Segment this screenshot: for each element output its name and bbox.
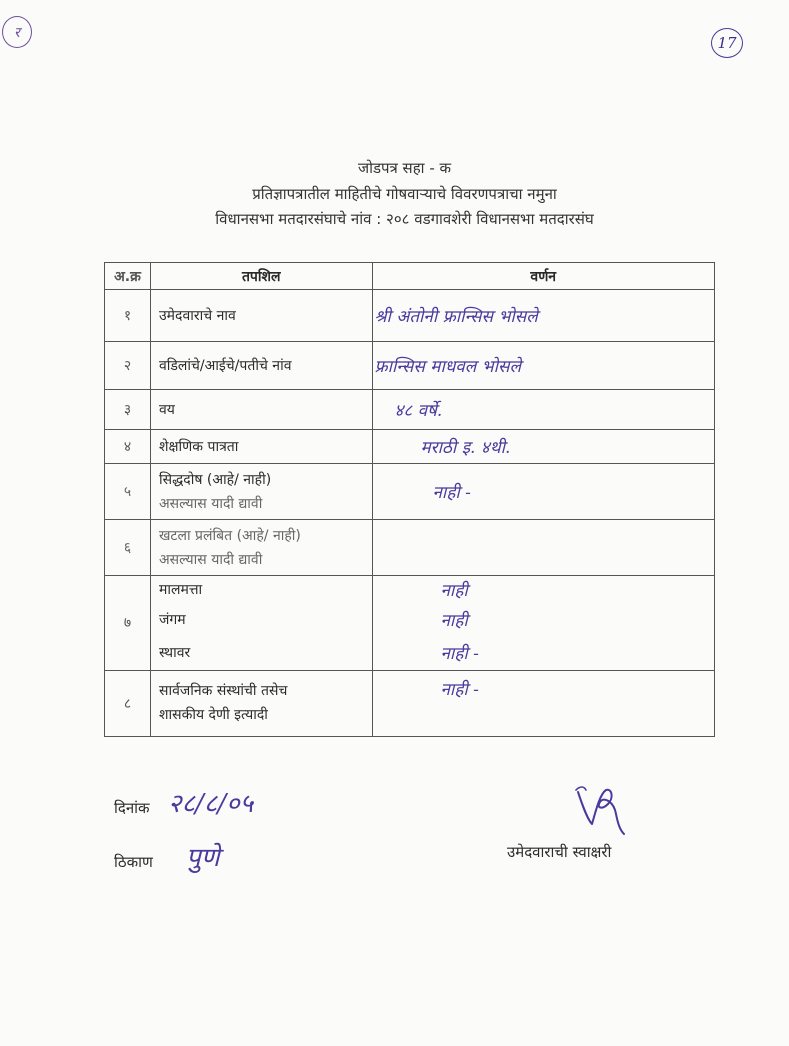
details-table [104, 262, 715, 737]
header-serial: अ.क्र [105, 263, 151, 290]
row-serial: ६ [105, 520, 151, 576]
table-row [105, 290, 715, 342]
row-label-line: असल्यास यादी द्यावी [158, 495, 263, 512]
property-value: नाही [372, 576, 715, 603]
pending-case-value [372, 520, 715, 576]
row-serial: ८ [105, 670, 151, 736]
table-row [105, 576, 715, 603]
row-label: उमेदवाराचे नाव [150, 290, 372, 342]
candidate-signature [570, 780, 630, 840]
movable-property-value: नाही [372, 602, 715, 636]
constituency-title: विधानसभा मतदारसंघाचे नांव : २०८ वडगावशेरी विधानसभा मतदारसंघ [215, 210, 594, 228]
row-label: मालमत्ता [150, 576, 372, 603]
row-serial: १ [105, 290, 151, 342]
row-serial: ५ [105, 464, 151, 520]
table-row [105, 520, 715, 576]
row-label-line: असल्यास यादी द्यावी [158, 551, 263, 568]
row-label: स्थावर [150, 636, 372, 670]
page-number-mark: 17 [711, 28, 743, 58]
date-label: दिनांक [114, 799, 150, 817]
row-label [150, 464, 372, 520]
corner-mark-left: र [2, 16, 32, 48]
education-value: मराठी इ. ४थी. [372, 430, 715, 464]
row-label [150, 520, 372, 576]
age-value: ४८ वर्षे. [372, 390, 715, 430]
row-label: जंगम [150, 602, 372, 636]
row-label-line: शासकीय देणी इत्यादी [158, 707, 268, 723]
date-value: २८/८/०५ [168, 789, 254, 819]
candidate-name-value: श्री अंतोनी फ्रान्सिस भोसले [372, 290, 715, 342]
table-row [105, 430, 715, 464]
table-row [105, 636, 715, 670]
row-label [150, 670, 372, 736]
row-serial: २ [105, 342, 151, 390]
row-serial: ७ [105, 576, 151, 671]
place-label: ठिकाण [114, 853, 153, 871]
table-row [105, 670, 715, 736]
row-label: शेक्षणिक पात्रता [150, 430, 372, 464]
row-serial: ३ [105, 390, 151, 430]
table-row [105, 342, 715, 390]
table-row [105, 602, 715, 636]
row-label-line: सिद्धदोष (आहे/ नाही) [158, 471, 272, 488]
row-label: वडिलांचे/आईचे/पतीचे नांव [150, 342, 372, 390]
conviction-value: नाही - [372, 464, 715, 520]
annexure-title: जोडपत्र सहा - क [357, 159, 452, 177]
row-serial: ४ [105, 430, 151, 464]
row-label: वय [150, 390, 372, 430]
signature-label: उमेदवाराची स्वाक्षरी [507, 843, 612, 861]
table-header-row [105, 263, 715, 290]
row-label-line: सार्वजनिक संस्थांची तसेच [158, 683, 288, 699]
form-title: प्रतिज्ञापत्रातील माहितीचे गोषवाऱ्याचे विवरणपत्राचा नमुना [252, 185, 557, 203]
header-description: वर्णन [372, 263, 715, 290]
parent-name-value: फ्रान्सिस माधवल भोसले [372, 342, 715, 390]
immovable-property-value: नाही - [372, 636, 715, 670]
table-row [105, 390, 715, 430]
place-value: पुणे [186, 843, 220, 873]
header-details: तपशिल [150, 263, 372, 290]
row-label-line: खटला प्रलंबित (आहे/ नाही) [158, 527, 301, 544]
public-dues-value: नाही - [372, 670, 715, 736]
table-row [105, 464, 715, 520]
